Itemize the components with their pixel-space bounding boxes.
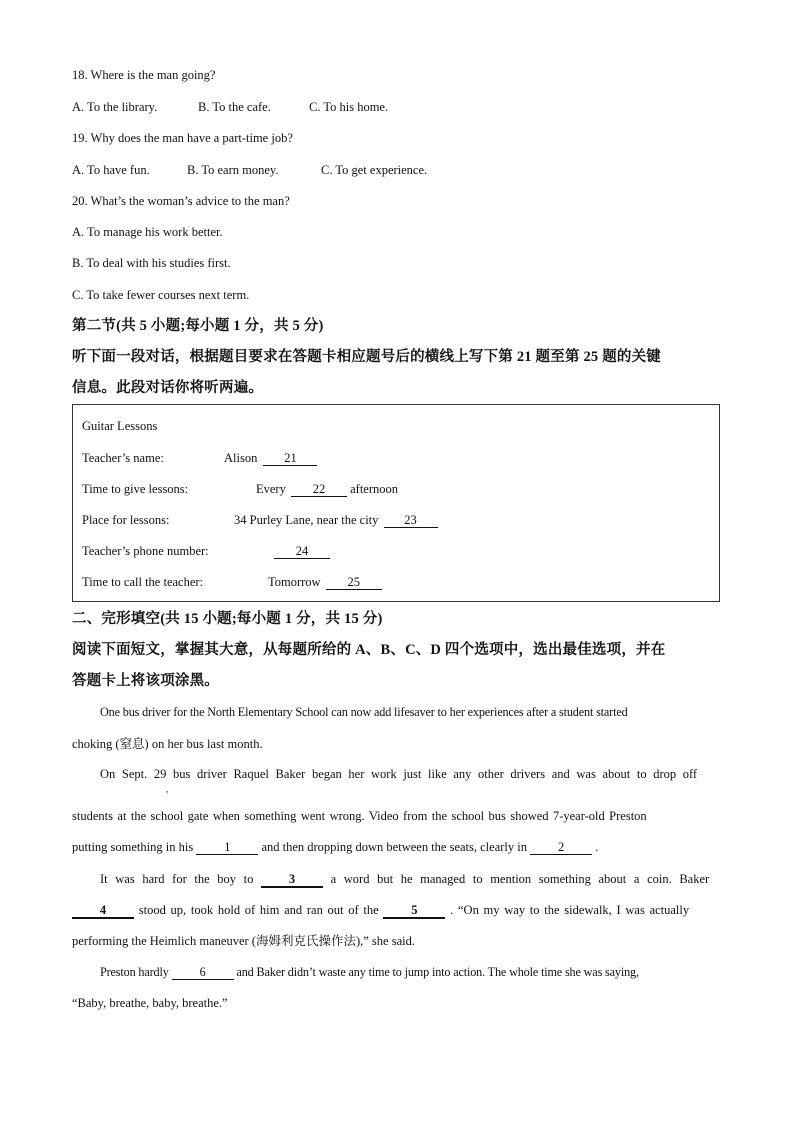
option-a: A. To the library. xyxy=(72,100,158,114)
form-value: Tomorrow xyxy=(268,575,321,589)
passage-p1-line2: choking (窒息) on her bus last month. xyxy=(72,737,263,751)
passage-p3-line3: performing the Heimlich maneuver (海姆利克氏操作法),” she said. xyxy=(72,934,415,948)
section-2-instructions-line1: 听下面一段对话，根据题目要求在答题卡相应题号后的横线上写下第 21 题至第 25 题的关键 xyxy=(72,349,661,365)
question-19-options xyxy=(72,162,427,178)
question-20-option-b: B. To deal with his studies first. xyxy=(72,256,231,270)
section-2-heading: 第二节(共 5 小题;每小题 1 分，共 5 分) xyxy=(72,318,324,334)
form-label: Place for lessons: xyxy=(82,513,170,527)
form-value: Every xyxy=(256,482,286,496)
form-row-lesson-time xyxy=(82,481,399,497)
question-18-options xyxy=(72,99,388,115)
form-row-teacher-name xyxy=(82,450,297,466)
passage-p4-line2: “Baby, breathe, baby, breathe.” xyxy=(72,996,228,1010)
form-row-phone-number xyxy=(82,543,309,559)
option-b: B. To the cafe. xyxy=(198,100,271,114)
part-2-heading: 二、完形填空(共 15 小题;每小题 1 分，共 15 分) xyxy=(72,611,383,627)
form-label: Time to call the teacher: xyxy=(82,575,204,589)
option-c: C. To get experience. xyxy=(321,163,428,177)
passage-p1-line1: One bus driver for the North Elementary School can now add lifesaver to her experiences after a student started xyxy=(100,705,628,719)
part-2-instructions-line1: 阅读下面短文，掌握其大意，从每题所给的 A、B、C、D 四个选项中，选出最佳选项，并在 xyxy=(72,642,666,658)
cloze-blank-1[interactable]: 1 xyxy=(196,841,258,855)
answer-blank-23[interactable]: 23 xyxy=(384,514,438,528)
stray-comma: , xyxy=(166,784,169,794)
question-20: 20. What’s the woman’s advice to the man? xyxy=(72,194,290,208)
question-20-option-c: C. To take fewer courses next term. xyxy=(72,288,250,302)
answer-blank-25[interactable]: 25 xyxy=(326,576,382,590)
answer-blank-21[interactable]: 21 xyxy=(263,452,317,466)
passage-p3-line1: It was hard for the boy to 3 a word but he managed to mention something about a coin. Baker xyxy=(100,872,710,886)
form-title: Guitar Lessons xyxy=(82,419,158,433)
form-value: 34 Purley Lane, near the city xyxy=(234,513,379,527)
question-19: 19. Why does the man have a part-time job? xyxy=(72,131,293,145)
question-20-option-a: A. To manage his work better. xyxy=(72,225,223,239)
answer-blank-24[interactable]: 24 xyxy=(274,545,330,559)
form-value-suffix: afternoon xyxy=(350,482,399,496)
form-label: Teacher’s phone number: xyxy=(82,544,209,558)
guitar-lessons-form xyxy=(72,404,720,602)
option-b: B. To earn money. xyxy=(187,163,279,177)
cloze-blank-4[interactable]: 4 xyxy=(72,904,134,919)
option-c: C. To his home. xyxy=(309,100,389,114)
cloze-blank-2[interactable]: 2 xyxy=(530,841,592,855)
form-label: Teacher’s name: xyxy=(82,451,164,465)
part-2-instructions-line2: 答题卡上将该项涂黑。 xyxy=(72,673,219,689)
passage-p2-line1: On Sept. 29 bus driver Raquel Baker began her work just like any other drivers and was about to drop off xyxy=(100,767,698,781)
cloze-blank-6[interactable]: 6 xyxy=(172,966,234,980)
form-row-call-time xyxy=(82,574,360,590)
passage-p4-line1: Preston hardly 6 and Baker didn’t waste any time to jump into action. The whole time she was saying, xyxy=(100,965,639,979)
form-label: Time to give lessons: xyxy=(82,482,189,496)
passage-p2-line3: putting something in his 1 and then dropping down between the seats, clearly in 2 . xyxy=(72,840,599,854)
form-value: Alison xyxy=(224,451,258,465)
form-row-lesson-place xyxy=(82,512,417,528)
option-a: A. To have fun. xyxy=(72,163,150,177)
answer-blank-22[interactable]: 22 xyxy=(291,483,347,497)
cloze-blank-5[interactable]: 5 xyxy=(383,904,445,919)
passage-p3-line2: 4 stood up, took hold of him and ran out of the 5 . “On my way to the sidewalk, I was actually xyxy=(72,902,722,919)
question-18: 18. Where is the man going? xyxy=(72,68,216,82)
section-2-instructions-line2: 信息。此段对话你将听两遍。 xyxy=(72,380,264,396)
passage-p2-line2: students at the school gate when something went wrong. Video from the school bus showed 7-year-old Preston xyxy=(72,809,647,823)
cloze-blank-3[interactable]: 3 xyxy=(261,873,323,888)
